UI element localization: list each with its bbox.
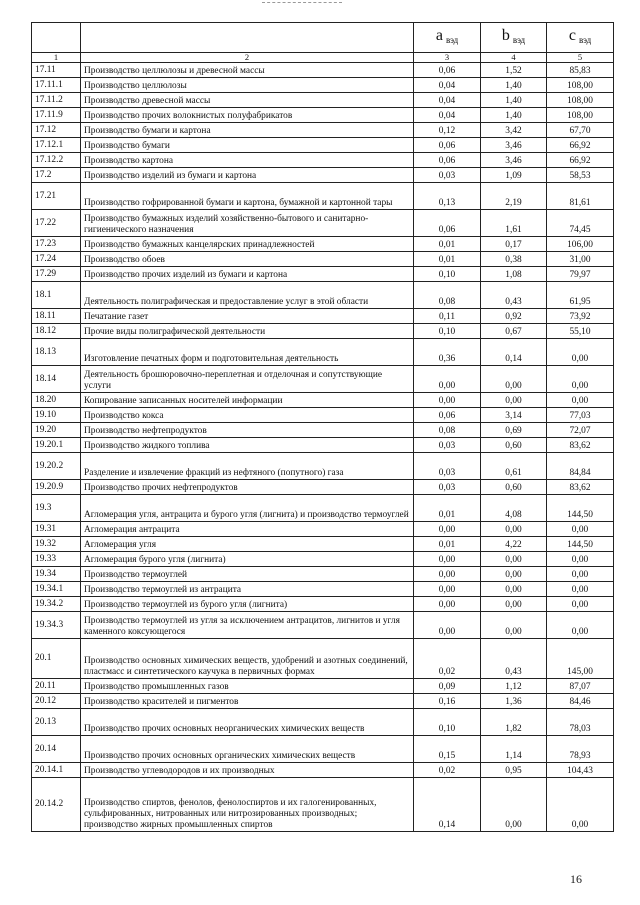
- table-row: [32, 138, 614, 153]
- row-code: 20.1: [32, 639, 81, 679]
- row-a-value: 0,36: [414, 339, 481, 366]
- row-c-value: 0,00: [547, 612, 614, 639]
- table-row: [32, 282, 614, 309]
- row-c-value: 78,93: [547, 736, 614, 763]
- row-b-value: 0,95: [481, 763, 547, 778]
- row-c-value: 84,46: [547, 694, 614, 709]
- row-b-value: 0,00: [481, 393, 547, 408]
- header-a-base: a: [435, 26, 443, 44]
- row-name: Производство целлюлозы и древесной массы: [81, 63, 414, 78]
- row-c-value: 0,00: [547, 567, 614, 582]
- row-a-value: 0,03: [414, 438, 481, 453]
- table-row: [32, 597, 614, 612]
- table-row: [32, 267, 614, 282]
- row-b-value: 0,69: [481, 423, 547, 438]
- row-code: 19.20: [32, 423, 81, 438]
- row-c-value: 78,03: [547, 709, 614, 736]
- row-a-value: 0,06: [414, 408, 481, 423]
- row-code: 17.23: [32, 237, 81, 252]
- row-b-value: 0,92: [481, 309, 547, 324]
- row-name: Прочие виды полиграфической деятельности: [81, 324, 414, 339]
- row-a-value: 0,11: [414, 309, 481, 324]
- row-c-value: 144,50: [547, 537, 614, 552]
- row-name: Производство прочих основных органических химических веществ: [81, 736, 414, 763]
- row-name: Производство термоуглей из бурого угля (лигнита): [81, 597, 414, 612]
- row-b-value: 3,46: [481, 138, 547, 153]
- table-row: [32, 93, 614, 108]
- header-c-base: c: [568, 26, 576, 44]
- row-b-value: 3,14: [481, 408, 547, 423]
- row-name: Агломерация угля: [81, 537, 414, 552]
- row-name: Печатание газет: [81, 309, 414, 324]
- row-name: Изготовление печатных форм и подготовительная деятельность: [81, 339, 414, 366]
- row-name: Производство термоуглей из угля за исключением антрацитов, лигнитов и угля каменного коксующегося: [81, 612, 414, 639]
- row-b-value: 1,14: [481, 736, 547, 763]
- row-name: Агломерация угля, антрацита и бурого угля (лигнита) и производство термоуглей: [81, 495, 414, 522]
- row-name: Производство красителей и пигментов: [81, 694, 414, 709]
- row-c-value: 79,97: [547, 267, 614, 282]
- row-a-value: 0,00: [414, 366, 481, 393]
- row-c-value: 77,03: [547, 408, 614, 423]
- row-code: 19.33: [32, 552, 81, 567]
- row-name: Разделение и извлечение фракций из нефтяного (попутного) газа: [81, 453, 414, 480]
- row-name: Копирование записанных носителей информации: [81, 393, 414, 408]
- row-code: 17.11.1: [32, 78, 81, 93]
- row-c-value: 61,95: [547, 282, 614, 309]
- row-code: 19.31: [32, 522, 81, 537]
- table-row: [32, 153, 614, 168]
- row-c-value: 0,00: [547, 522, 614, 537]
- row-code: 20.14.1: [32, 763, 81, 778]
- row-code: 17.11.2: [32, 93, 81, 108]
- row-a-value: 0,04: [414, 78, 481, 93]
- row-code: 19.34.1: [32, 582, 81, 597]
- table-row: [32, 78, 614, 93]
- row-b-value: 0,67: [481, 324, 547, 339]
- row-a-value: 0,10: [414, 324, 481, 339]
- row-name: Производство основных химических веществ, удобрений и азотных соединений, пластмасс и синтетического каучука в первичных формах: [81, 639, 414, 679]
- column-number-row: [32, 53, 614, 63]
- row-code: 20.11: [32, 679, 81, 694]
- row-name: Производство прочих нефтепродуктов: [81, 480, 414, 495]
- scan-mark: [262, 2, 342, 5]
- row-a-value: 0,09: [414, 679, 481, 694]
- row-code: 20.13: [32, 709, 81, 736]
- table-row: [32, 694, 614, 709]
- row-code: 17.11.9: [32, 108, 81, 123]
- row-a-value: 0,12: [414, 123, 481, 138]
- row-a-value: 0,10: [414, 267, 481, 282]
- header-row: [32, 23, 614, 53]
- header-a-sub: вэд: [445, 34, 459, 45]
- row-code: 18.1: [32, 282, 81, 309]
- row-a-value: 0,14: [414, 778, 481, 832]
- header-a: [414, 23, 481, 53]
- row-c-value: 104,43: [547, 763, 614, 778]
- row-c-value: 83,62: [547, 480, 614, 495]
- table-row: [32, 778, 614, 832]
- table-row: [32, 183, 614, 210]
- row-b-value: 1,40: [481, 93, 547, 108]
- row-name: Производство бумаги и картона: [81, 123, 414, 138]
- row-name: Производство нефтепродуктов: [81, 423, 414, 438]
- row-b-value: 0,17: [481, 237, 547, 252]
- row-code: 19.20.1: [32, 438, 81, 453]
- row-b-value: 1,12: [481, 679, 547, 694]
- row-b-value: 0,00: [481, 366, 547, 393]
- table-row: [32, 495, 614, 522]
- row-code: 17.21: [32, 183, 81, 210]
- row-b-value: 0,38: [481, 252, 547, 267]
- row-a-value: 0,01: [414, 537, 481, 552]
- row-name: Производство спиртов, фенолов, фенолоспиртов и их галогенированных, сульфированных, нитрованных или нитрозированных производных; производство жирных промышленных спиртов: [81, 778, 414, 832]
- row-a-value: 0,03: [414, 453, 481, 480]
- row-name: Производство термоуглей: [81, 567, 414, 582]
- row-name: Производство термоуглей из антрацита: [81, 582, 414, 597]
- row-c-value: 87,07: [547, 679, 614, 694]
- row-code: 17.24: [32, 252, 81, 267]
- table-row: [32, 537, 614, 552]
- row-b-value: 1,40: [481, 78, 547, 93]
- row-b-value: 0,00: [481, 582, 547, 597]
- table-row: [32, 408, 614, 423]
- row-code: 19.3: [32, 495, 81, 522]
- table-row: [32, 453, 614, 480]
- row-a-value: 0,08: [414, 282, 481, 309]
- row-b-value: 0,43: [481, 282, 547, 309]
- row-b-value: 0,00: [481, 778, 547, 832]
- row-a-value: 0,00: [414, 552, 481, 567]
- row-name: Агломерация антрацита: [81, 522, 414, 537]
- row-name: Производство жидкого топлива: [81, 438, 414, 453]
- table-row: [32, 709, 614, 736]
- row-name: Производство гофрированной бумаги и картона, бумажной и картонной тары: [81, 183, 414, 210]
- column-number: 3: [414, 53, 481, 63]
- row-c-value: 31,00: [547, 252, 614, 267]
- header-b-sub: вэд: [512, 34, 526, 45]
- row-c-value: 74,45: [547, 210, 614, 237]
- row-a-value: 0,01: [414, 252, 481, 267]
- row-code: 17.12.2: [32, 153, 81, 168]
- table-row: [32, 736, 614, 763]
- row-name: Производство прочих волокнистых полуфабрикатов: [81, 108, 414, 123]
- row-code: 19.20.2: [32, 453, 81, 480]
- table-row: [32, 309, 614, 324]
- row-name: Производство прочих изделий из бумаги и картона: [81, 267, 414, 282]
- table-row: [32, 123, 614, 138]
- row-name: Производство промышленных газов: [81, 679, 414, 694]
- row-c-value: 0,00: [547, 597, 614, 612]
- row-b-value: 1,36: [481, 694, 547, 709]
- row-a-value: 0,06: [414, 153, 481, 168]
- table-row: [32, 339, 614, 366]
- row-a-value: 0,00: [414, 522, 481, 537]
- row-name: Деятельность брошюровочно-переплетная и отделочная и сопутствующие услуги: [81, 366, 414, 393]
- table-row: [32, 639, 614, 679]
- row-c-value: 0,00: [547, 393, 614, 408]
- row-code: 17.12: [32, 123, 81, 138]
- row-code: 19.20.9: [32, 480, 81, 495]
- row-a-value: 0,03: [414, 480, 481, 495]
- row-a-value: 0,00: [414, 567, 481, 582]
- row-c-value: 0,00: [547, 778, 614, 832]
- row-b-value: 2,19: [481, 183, 547, 210]
- row-name: Производство прочих основных неорганических химических веществ: [81, 709, 414, 736]
- row-c-value: 0,00: [547, 552, 614, 567]
- row-c-value: 145,00: [547, 639, 614, 679]
- row-code: 18.20: [32, 393, 81, 408]
- row-b-value: 0,00: [481, 522, 547, 537]
- row-code: 17.22: [32, 210, 81, 237]
- row-b-value: 4,08: [481, 495, 547, 522]
- row-b-value: 0,14: [481, 339, 547, 366]
- row-a-value: 0,00: [414, 582, 481, 597]
- row-c-value: 58,53: [547, 168, 614, 183]
- row-b-value: 0,43: [481, 639, 547, 679]
- row-b-value: 1,08: [481, 267, 547, 282]
- row-b-value: 1,40: [481, 108, 547, 123]
- row-b-value: 0,00: [481, 612, 547, 639]
- row-b-value: 0,00: [481, 597, 547, 612]
- row-a-value: 0,00: [414, 612, 481, 639]
- row-b-value: 0,60: [481, 480, 547, 495]
- row-code: 17.11: [32, 63, 81, 78]
- row-name: Производство целлюлозы: [81, 78, 414, 93]
- row-name: Производство картона: [81, 153, 414, 168]
- row-a-value: 0,01: [414, 237, 481, 252]
- row-a-value: 0,04: [414, 108, 481, 123]
- table-row: [32, 324, 614, 339]
- row-a-value: 0,03: [414, 168, 481, 183]
- row-name: Агломерация бурого угля (лигнита): [81, 552, 414, 567]
- row-b-value: 1,82: [481, 709, 547, 736]
- column-number: 1: [32, 53, 81, 63]
- row-code: 17.2: [32, 168, 81, 183]
- row-b-value: 1,52: [481, 63, 547, 78]
- row-code: 17.12.1: [32, 138, 81, 153]
- table-row: [32, 679, 614, 694]
- row-b-value: 3,46: [481, 153, 547, 168]
- row-code: 18.11: [32, 309, 81, 324]
- table-row: [32, 252, 614, 267]
- row-b-value: 4,22: [481, 537, 547, 552]
- row-name: Производство бумаги: [81, 138, 414, 153]
- row-b-value: 0,60: [481, 438, 547, 453]
- row-name: Производство кокса: [81, 408, 414, 423]
- table-body: [32, 23, 614, 832]
- row-c-value: 0,00: [547, 582, 614, 597]
- row-a-value: 0,00: [414, 597, 481, 612]
- row-c-value: 0,00: [547, 366, 614, 393]
- table-row: [32, 366, 614, 393]
- row-c-value: 83,62: [547, 438, 614, 453]
- row-a-value: 0,06: [414, 138, 481, 153]
- row-code: 18.14: [32, 366, 81, 393]
- table-row: [32, 567, 614, 582]
- coefficients-table: [31, 22, 614, 832]
- row-a-value: 0,00: [414, 393, 481, 408]
- row-b-value: 0,00: [481, 552, 547, 567]
- row-b-value: 0,61: [481, 453, 547, 480]
- table-row: [32, 108, 614, 123]
- row-name: Производство изделий из бумаги и картона: [81, 168, 414, 183]
- row-a-value: 0,06: [414, 210, 481, 237]
- header-c: [547, 23, 614, 53]
- header-name: [81, 23, 414, 53]
- row-b-value: 1,61: [481, 210, 547, 237]
- row-a-value: 0,08: [414, 423, 481, 438]
- row-c-value: 108,00: [547, 93, 614, 108]
- row-c-value: 66,92: [547, 153, 614, 168]
- row-b-value: 1,09: [481, 168, 547, 183]
- row-code: 19.34.3: [32, 612, 81, 639]
- header-code: [32, 23, 81, 53]
- row-code: 17.29: [32, 267, 81, 282]
- table-row: [32, 237, 614, 252]
- row-a-value: 0,01: [414, 495, 481, 522]
- table-row: [32, 423, 614, 438]
- column-number: 5: [547, 53, 614, 63]
- table-row: [32, 480, 614, 495]
- column-number: 2: [81, 53, 414, 63]
- row-c-value: 0,00: [547, 339, 614, 366]
- page-number: 16: [570, 872, 582, 886]
- row-name: Деятельность полиграфическая и предоставление услуг в этой области: [81, 282, 414, 309]
- table-row: [32, 438, 614, 453]
- column-number: 4: [481, 53, 547, 63]
- row-code: 19.34.2: [32, 597, 81, 612]
- row-b-value: 3,42: [481, 123, 547, 138]
- row-a-value: 0,15: [414, 736, 481, 763]
- row-a-value: 0,06: [414, 63, 481, 78]
- row-code: 18.12: [32, 324, 81, 339]
- row-c-value: 73,92: [547, 309, 614, 324]
- table-row: [32, 552, 614, 567]
- table-row: [32, 522, 614, 537]
- row-c-value: 106,00: [547, 237, 614, 252]
- row-c-value: 72,07: [547, 423, 614, 438]
- table-row: [32, 393, 614, 408]
- row-c-value: 144,50: [547, 495, 614, 522]
- row-c-value: 108,00: [547, 108, 614, 123]
- table-row: [32, 63, 614, 78]
- header-b-base: b: [501, 26, 510, 44]
- row-c-value: 67,70: [547, 123, 614, 138]
- row-name: Производство бумажных канцелярских принадлежностей: [81, 237, 414, 252]
- row-name: Производство обоев: [81, 252, 414, 267]
- row-c-value: 108,00: [547, 78, 614, 93]
- row-a-value: 0,16: [414, 694, 481, 709]
- row-c-value: 81,61: [547, 183, 614, 210]
- row-c-value: 66,92: [547, 138, 614, 153]
- header-c-sub: вэд: [578, 34, 592, 45]
- table-row: [32, 168, 614, 183]
- row-a-value: 0,02: [414, 763, 481, 778]
- row-code: 19.32: [32, 537, 81, 552]
- row-code: 20.14: [32, 736, 81, 763]
- header-b: [481, 23, 547, 53]
- table-row: [32, 210, 614, 237]
- row-name: Производство бумажных изделий хозяйственно-бытового и санитарно-гигиенического назначения: [81, 210, 414, 237]
- row-c-value: 85,83: [547, 63, 614, 78]
- table-row: [32, 612, 614, 639]
- row-a-value: 0,04: [414, 93, 481, 108]
- row-code: 19.34: [32, 567, 81, 582]
- row-c-value: 55,10: [547, 324, 614, 339]
- row-a-value: 0,02: [414, 639, 481, 679]
- row-a-value: 0,10: [414, 709, 481, 736]
- row-code: 20.12: [32, 694, 81, 709]
- row-name: Производство древесной массы: [81, 93, 414, 108]
- row-code: 18.13: [32, 339, 81, 366]
- row-code: 19.10: [32, 408, 81, 423]
- row-name: Производство углеводородов и их производных: [81, 763, 414, 778]
- table-row: [32, 763, 614, 778]
- row-code: 20.14.2: [32, 778, 81, 832]
- row-b-value: 0,00: [481, 567, 547, 582]
- row-c-value: 84,84: [547, 453, 614, 480]
- row-a-value: 0,13: [414, 183, 481, 210]
- table-row: [32, 582, 614, 597]
